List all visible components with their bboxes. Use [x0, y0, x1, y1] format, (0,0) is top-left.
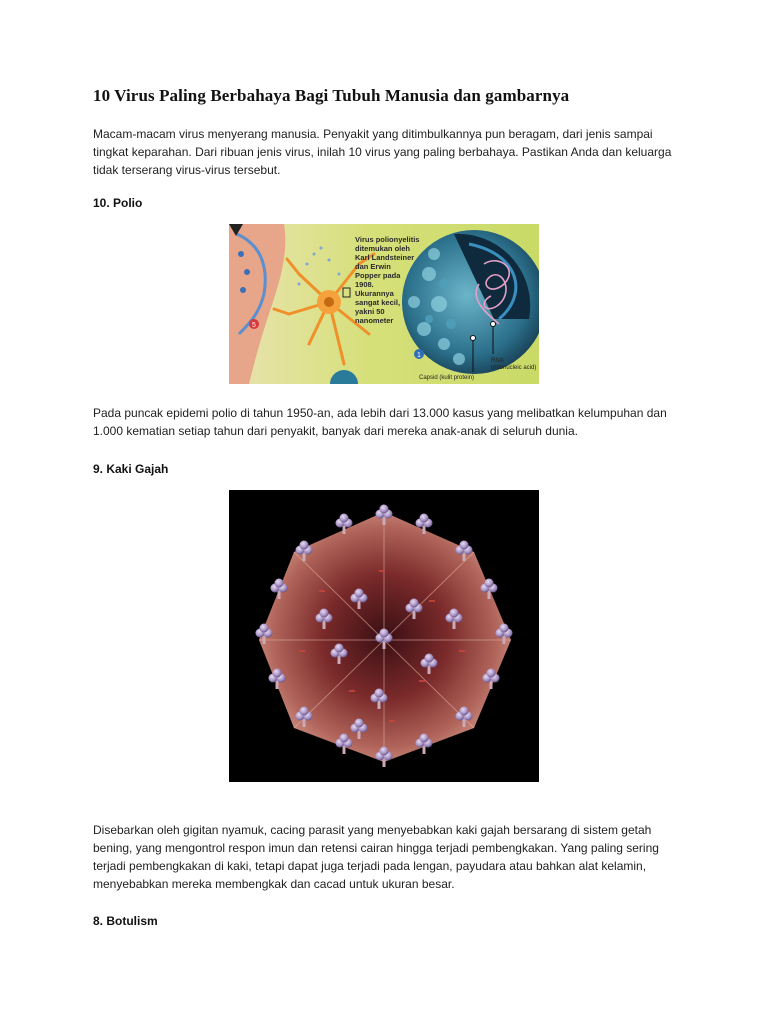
section-heading-kaki-gajah: 9. Kaki Gajah	[93, 462, 169, 476]
rna-sublabel: (ribonucleic acid)	[491, 365, 537, 371]
section-heading-botulism: 8. Botulism	[93, 914, 158, 928]
svg-text:5: 5	[252, 322, 256, 329]
capsid-label: Capsid (kulit protein)	[419, 375, 475, 381]
svg-text:1: 1	[417, 352, 421, 359]
article-title: 10 Virus Paling Berbahaya Bagi Tubuh Manusia dan gambarnya	[93, 86, 570, 105]
svg-text:sangat kecil,: sangat kecil,	[355, 298, 401, 307]
svg-text:Ukurannya: Ukurannya	[355, 289, 394, 298]
svg-text:Karl Landsteiner: Karl Landsteiner	[355, 253, 415, 262]
polio-illustration	[229, 224, 539, 384]
virus-micrograph	[229, 490, 539, 782]
kaki-gajah-paragraph: Disebarkan oleh gigitan nyamuk, cacing parasit yang menyebabkan kaki gajah bersarang di sistem getah bening, yang mengontrol respon imun dan retensi cairan hingga terjadi pembengkakan. Yang paling sering terjadi pembengkakan di kaki, tetapi dapat juga terjadi pada lengan, payudara atau bahkan alat kelamin, menyebabkan mereka membengkak dan cacad untuk ukuran besar.	[93, 823, 659, 891]
polio-paragraph: Pada puncak epidemi polio di tahun 1950-an, ada lebih dari 13.000 kasus yang melibatkan kelumpuhan dan 1.000 kematian setiap tahun dari penyakit, banyak dari mereka anak-anak di seluruh dunia.	[93, 406, 667, 438]
intro-paragraph: Macam-macam virus menyerang manusia. Penyakit yang ditimbulkannya pun beragam, dari jenis sampai tingkat keparahan. Dari ribuan jenis virus, inilah 10 virus yang paling berbahaya. Pastikan Anda dan keluarga tidak terserang virus-virus tersebut.	[93, 127, 672, 177]
svg-text:Virus polionyelitis: Virus polionyelitis	[355, 235, 420, 244]
svg-text:dan Erwin: dan Erwin	[355, 262, 391, 271]
rna-label: RNA	[491, 358, 504, 364]
svg-text:ditemukan oleh: ditemukan oleh	[355, 244, 411, 253]
section-heading-polio: 10. Polio	[93, 196, 143, 210]
svg-text:Popper pada: Popper pada	[355, 271, 401, 280]
svg-text:nanometer: nanometer	[355, 316, 394, 325]
svg-text:yakni 50: yakni 50	[355, 307, 385, 316]
svg-text:1908.: 1908.	[355, 280, 374, 289]
